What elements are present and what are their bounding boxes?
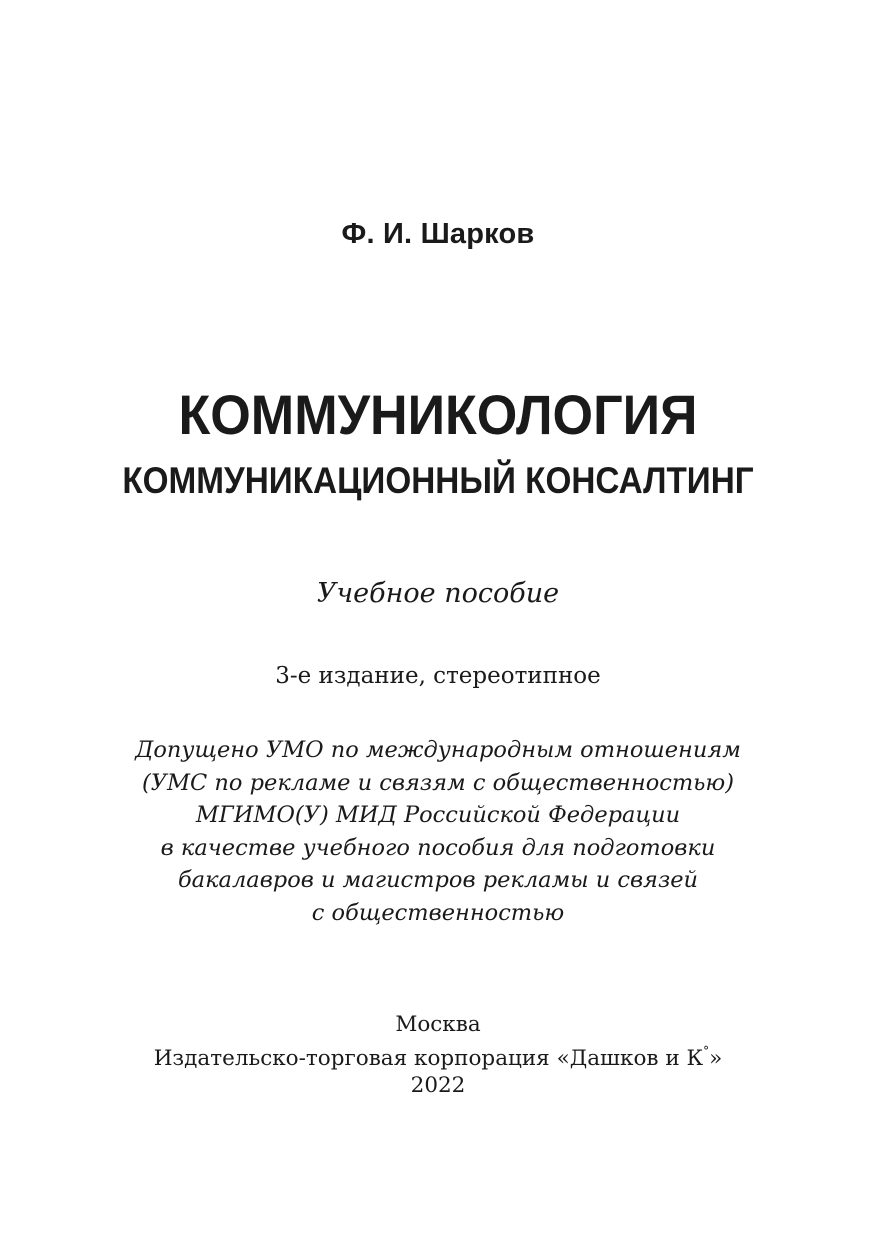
approval-line: бакалавров и магистров рекламы и связей: [177, 867, 699, 893]
book-subtitle: КОММУНИКАЦИОННЫЙ КОНСАЛТИНГ: [122, 460, 754, 501]
approval-line: в качестве учебного пособия для подготовки: [160, 834, 716, 861]
book-title: КОММУНИКОЛОГИЯ: [178, 383, 698, 446]
approval-statement: [0, 734, 876, 929]
publisher-degree-mark: °: [703, 1044, 710, 1058]
imprint-publisher: [0, 1038, 876, 1072]
approval-line: МГИМО(У) МИД Российской Федерации: [195, 802, 681, 828]
approval-line: (УМС по рекламе и связям с общественностью): [141, 769, 735, 796]
author-name: Ф. И. Шарков: [341, 218, 535, 250]
imprint: [0, 1011, 876, 1099]
edition-note: 3-е издание, стереотипное: [275, 663, 601, 689]
document-type: Учебное пособие: [316, 578, 560, 609]
publisher-closing-quote: »: [709, 1046, 723, 1071]
imprint-year: 2022: [410, 1073, 466, 1098]
approval-line: Допущено УМО по международным отношениям: [135, 737, 741, 763]
imprint-city: Москва: [395, 1012, 481, 1037]
approval-line: с общественностью: [311, 899, 565, 926]
publisher-name: Издательско-торговая корпорация «Дашков и К: [153, 1046, 704, 1071]
